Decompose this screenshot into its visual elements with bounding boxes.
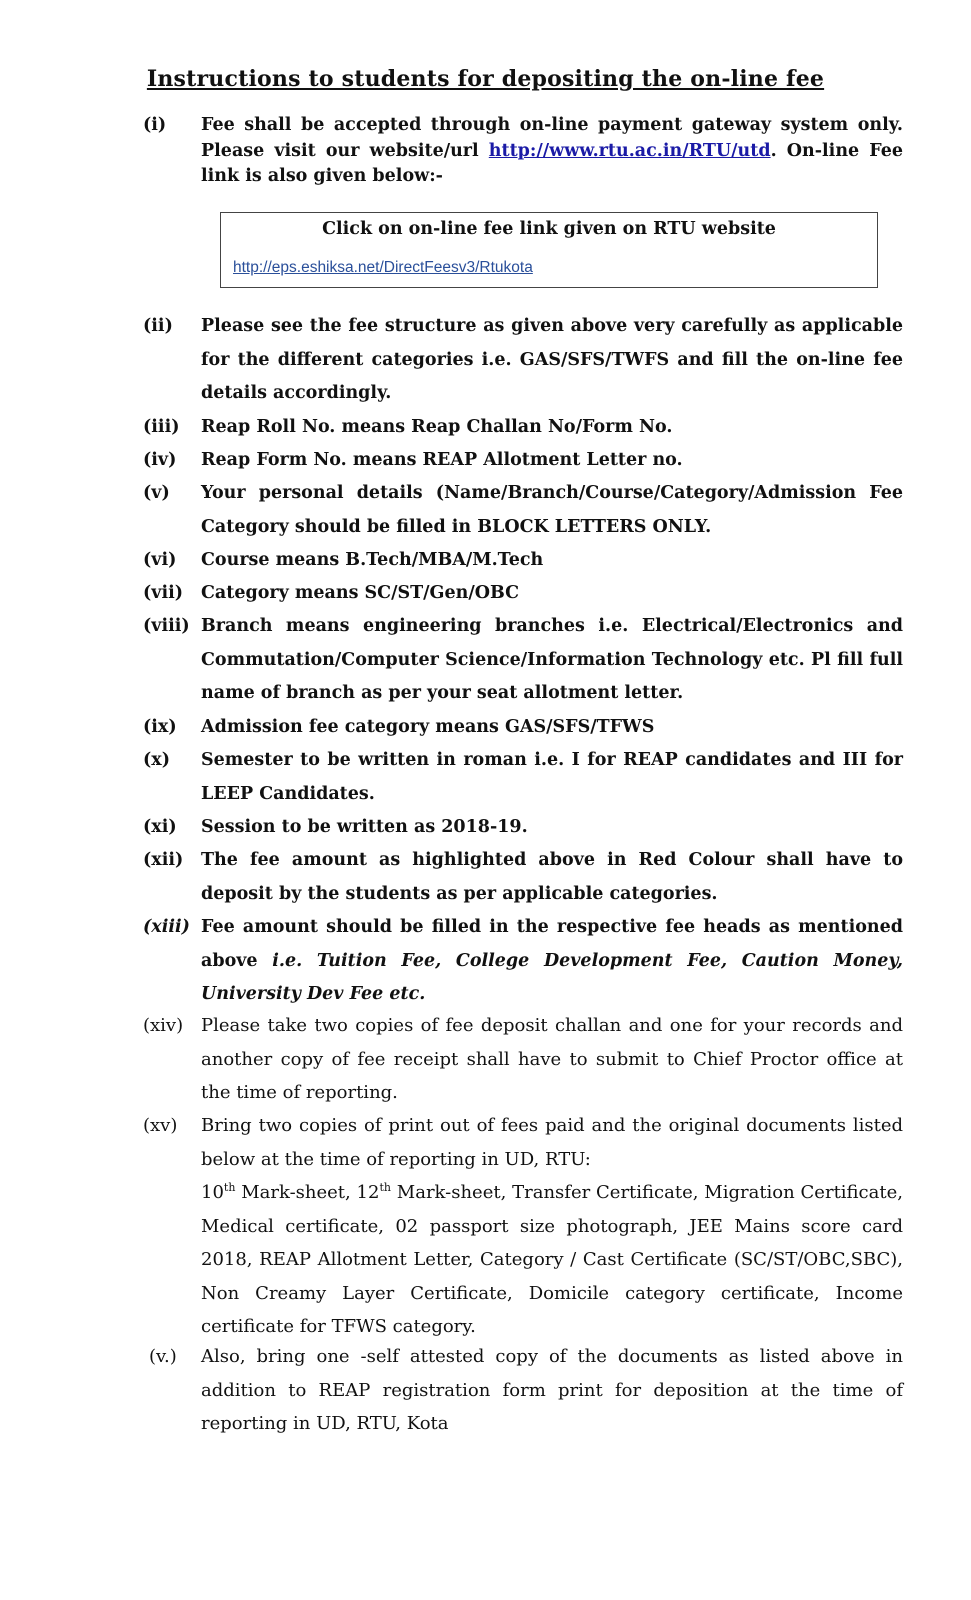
item-text: Reap Roll No. means Reap Challan No/Form No. [201, 417, 673, 437]
item-number: (vii) [143, 583, 184, 603]
item-text: Semester to be written in roman i.e. I for REAP candidates and III for LEEP Candidates. [201, 750, 903, 804]
item-text: Bring two copies of print out of fees paid and the original documents listed below at the time of reporting in UD, RTU: 10th Mark-sheet, 12th Mark-sheet, Transfer Certificate, Migration Certificate, Medical certificate, 02 passport size photograph, JEE Mains score card 2018, REAP Allotment Letter, Category / Cast Certificate (SC/ST/OBC,SBC), Non Creamy Layer Certificate, Domicile category certificate, Income certificate for TFWS category. [201, 1109, 903, 1344]
online-fee-link-box [220, 212, 878, 288]
item-text: Branch means engineering branches i.e. Electrical/Electronics and Commutation/Computer Science/Information Technology etc. Pl fill full name of branch as per your seat allotment letter. [201, 616, 903, 704]
item-number: (iii) [143, 417, 180, 437]
item-text: Reap Form No. means REAP Allotment Letter no. [201, 450, 683, 470]
item-text: The fee amount as highlighted above in Red Colour shall have to deposit by the students as per applicable categories. [201, 850, 903, 904]
item-number: (i) [143, 115, 167, 135]
item-text: Fee amount should be filled in the respective fee heads as mentioned above i.e. Tuition Fee, College Development Fee, Caution Money, University Dev Fee etc. [201, 917, 903, 1005]
item-text: Admission fee category means GAS/SFS/TFWS [201, 717, 655, 737]
list-item-i [143, 113, 903, 193]
rtu-website-link[interactable]: http://www.rtu.ac.in/RTU/utd [488, 140, 771, 161]
page-title: Instructions to students for depositing the on-line fee [146, 66, 825, 92]
item-number: (xv) [143, 1115, 178, 1136]
item-number: (vi) [143, 550, 177, 570]
item-text: Category means SC/ST/Gen/OBC [201, 583, 520, 603]
item-number: (ii) [143, 316, 173, 336]
item-number: (viii) [143, 616, 190, 636]
item-text: Also, bring one -self attested copy of the documents as listed above in addition to REAP registration form print for deposition at the time of reporting in UD, RTU, Kota [201, 1346, 903, 1434]
link-box-heading: Click on on-line fee link given on RTU website [322, 219, 776, 239]
item-number: (xiv) [143, 1015, 184, 1036]
item-number: (x) [143, 750, 170, 770]
item-number: (v.) [149, 1346, 177, 1367]
item-text: Your personal details (Name/Branch/Course/Category/Admission Fee Category should be filled in BLOCK LETTERS ONLY. [201, 483, 903, 537]
item-text: Session to be written as 2018-19. [201, 817, 528, 837]
fee-heads-italic: i.e. Tuition Fee, College Development Fee, Caution Money, University Dev Fee etc. [201, 950, 903, 1005]
item-number: (v) [143, 483, 170, 503]
item-text: Course means B.Tech/MBA/M.Tech [201, 550, 544, 570]
documents-list: 10th Mark-sheet, 12th Mark-sheet, Transfer Certificate, Migration Certificate, Medical certificate, 02 passport size photograph, JEE Mains score card 2018, REAP Allotment Letter, Category / Cast Certificate (SC/ST/OBC,SBC), Non Creamy Layer Certificate, Domicile category certificate, Income certificate for TFWS category. [201, 1181, 903, 1337]
item-number: (xiii) [143, 917, 190, 937]
item-number: (ix) [143, 717, 177, 737]
item-text: Please take two copies of fee deposit challan and one for your records and another copy of fee receipt shall have to submit to Chief Proctor office at the time of reporting. [201, 1015, 903, 1103]
online-fee-link[interactable]: http://eps.eshiksa.net/DirectFeesv3/Rtukota [233, 259, 533, 276]
item-number: (xi) [143, 817, 177, 837]
item-text: Please see the fee structure as given above very carefully as applicable for the different categories i.e. GAS/SFS/TWFS and fill the on-line fee details accordingly. [201, 316, 903, 404]
item-number: (iv) [143, 450, 177, 470]
item-number: (xii) [143, 850, 184, 870]
item-text: Fee shall be accepted through on-line payment gateway system only. Please visit our website/url http://www.rtu.ac.in/RTU/utd. On-line Fee link is also given below:- [201, 115, 903, 186]
